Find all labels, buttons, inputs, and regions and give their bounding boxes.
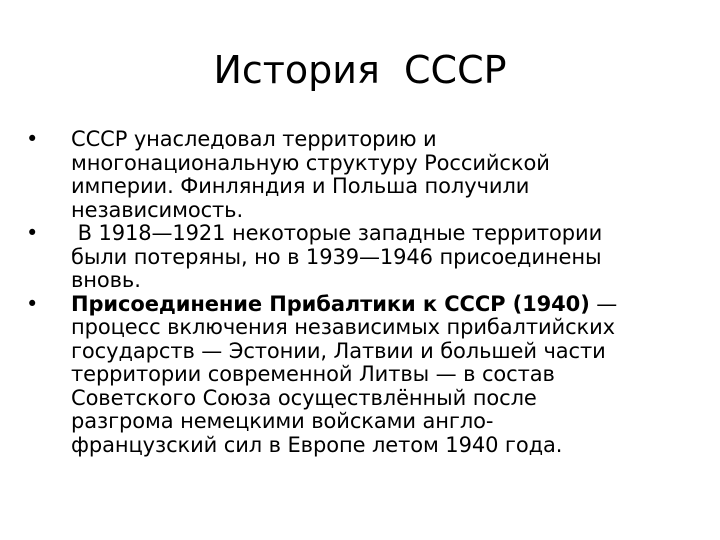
- bullet-3-line-1: процесс включения независимых прибалтийских: [71, 315, 615, 339]
- bullet-3-bold-lead: Присоединение Прибалтики к СССР (1940): [71, 291, 590, 316]
- bullet-item-2: [26, 222, 702, 293]
- bullet-3-lead-rest: —: [589, 291, 618, 316]
- bullet-2-line-2: были потеряны, но в 1939—1946 присоединены: [71, 244, 602, 269]
- bullet-3-line-5: разгрома немецкими войсками англо-: [71, 409, 494, 433]
- bullet-1-line-4: независимость.: [71, 197, 244, 222]
- bullet-marker: •: [26, 291, 39, 316]
- bullet-3-line-6: французский сил в Европе летом 1940 года.: [71, 432, 563, 457]
- bullet-2-line-3: вновь.: [71, 268, 141, 292]
- bullet-3-line-4: Советского Союза осуществлённый после: [71, 385, 537, 410]
- bullet-item-1: [26, 128, 702, 222]
- slide-title: История СССР: [213, 48, 507, 92]
- bullet-1-line-2: многонациональную структуру Российской: [71, 150, 550, 175]
- bullet-1-line-1: СССР унаследовал территорию и: [71, 127, 437, 151]
- bullet-item-3: [26, 293, 702, 458]
- bullet-marker: •: [26, 127, 39, 151]
- bullet-2-line-1: В 1918—1921 некоторые западные территории: [71, 221, 603, 245]
- bullet-3-lead-line: [71, 293, 702, 317]
- bullet-3-line-2: государств — Эстонии, Латвии и большей части: [71, 338, 606, 363]
- bullet-marker: •: [26, 221, 39, 245]
- bullet-3-line-3: территории современной Литвы — в состав: [71, 362, 555, 386]
- bullet-list: [26, 128, 702, 457]
- bullet-1-line-3: империи. Финляндия и Польша получили: [71, 174, 530, 198]
